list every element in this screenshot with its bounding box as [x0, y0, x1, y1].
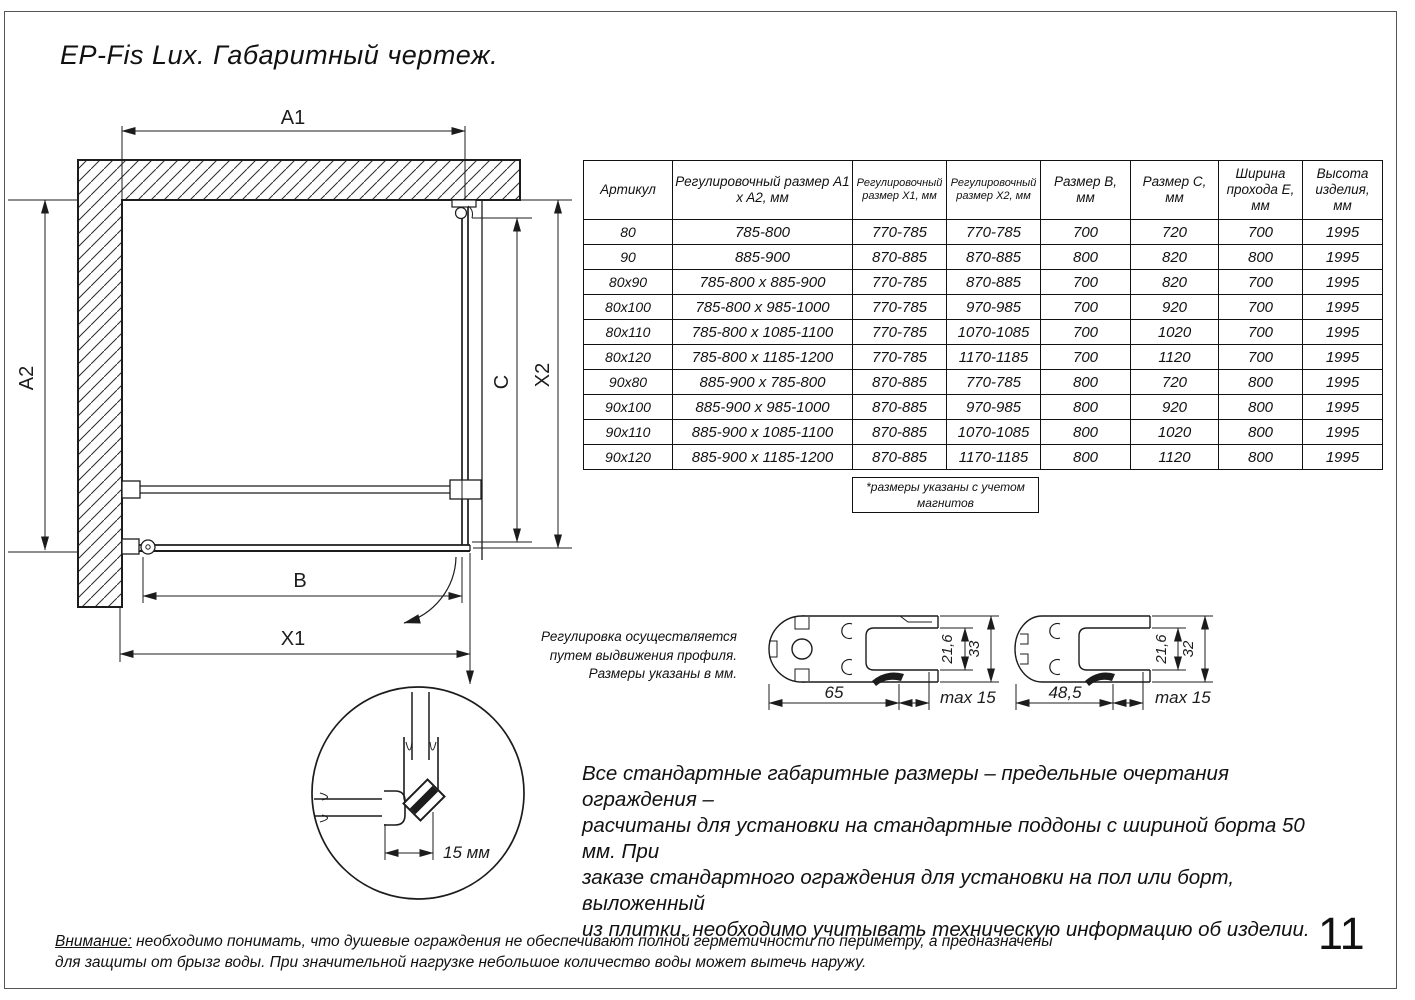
- table-cell: 1170-1185: [947, 345, 1041, 370]
- table-cell: 700: [1219, 270, 1303, 295]
- table-cell: 785-800 x 1185-1200: [673, 345, 853, 370]
- table-cell: 870-885: [853, 370, 947, 395]
- door-swing-arc: [404, 557, 456, 623]
- info-paragraph: [582, 761, 1327, 943]
- table-header-cell: Регулировочный размер X1, мм: [853, 161, 947, 220]
- warning-line-1: [55, 931, 1085, 952]
- warning-line-2: для защиты от брызг воды. При значительной нагрузке небольшое количество воды может вытечь наружу.: [55, 954, 867, 971]
- table-cell: 820: [1131, 245, 1219, 270]
- table-cell: 770-785: [853, 220, 947, 245]
- table-cell: 885-900 x 985-1000: [673, 395, 853, 420]
- dim-label-p1-height: 33: [966, 640, 983, 658]
- table-cell: 870-885: [947, 245, 1041, 270]
- adjustment-note-line: Размеры указаны в мм.: [588, 666, 737, 682]
- table-cell: 770-785: [853, 295, 947, 320]
- table-cell: 1995: [1303, 270, 1383, 295]
- table-row: [584, 445, 1383, 470]
- dim-b: [143, 557, 462, 603]
- table-cell: 700: [1041, 345, 1131, 370]
- wall-profile-bottom: [122, 539, 139, 554]
- table-cell: 720: [1131, 220, 1219, 245]
- table-cell: 700: [1041, 295, 1131, 320]
- table-cell: 90x120: [584, 445, 673, 470]
- table-cell: 800: [1041, 245, 1131, 270]
- table-cell: 1995: [1303, 345, 1383, 370]
- dim-label-15mm: 15 мм: [443, 843, 490, 862]
- table-cell: 700: [1041, 270, 1131, 295]
- table-row: [584, 295, 1383, 320]
- table-cell: 870-885: [947, 270, 1041, 295]
- table-header-cell: Ширина прохода E, мм: [1219, 161, 1303, 220]
- table-cell: 90x100: [584, 395, 673, 420]
- table-footnote: *размеры указаны с учетом магнитов: [852, 477, 1039, 513]
- table-cell: 1995: [1303, 370, 1383, 395]
- table-cell: 1995: [1303, 420, 1383, 445]
- table-cell: 920: [1131, 395, 1219, 420]
- table-cell: 800: [1041, 420, 1131, 445]
- table-cell: 1170-1185: [947, 445, 1041, 470]
- warning-text: необходимо понимать, что душевые ограждения не обеспечивают полной герметичности по периметру, а предназначены: [131, 933, 1053, 950]
- table-header-cell: Высота изделия, мм: [1303, 161, 1383, 220]
- adjustment-note: [537, 628, 737, 684]
- table-cell: 1995: [1303, 245, 1383, 270]
- table-header-cell: Размер C, мм: [1131, 161, 1219, 220]
- table-cell: 970-985: [947, 395, 1041, 420]
- dim-label-p2-width: 48,5: [1048, 683, 1082, 702]
- table-cell: 1120: [1131, 345, 1219, 370]
- dim-label-p2-depth: 21,6: [1153, 634, 1170, 664]
- dim-label-x1: X1: [280, 628, 306, 650]
- adjustment-note-line: Регулировка осуществляется: [541, 629, 737, 644]
- table-cell: 90: [584, 245, 673, 270]
- table-header-cell: Размер B, мм: [1041, 161, 1131, 220]
- table-cell: 920: [1131, 295, 1219, 320]
- table-row: [584, 395, 1383, 420]
- dim-label-x2: X2: [532, 362, 554, 388]
- dim-label-p1-depth: 21,6: [939, 634, 956, 664]
- profile-section-1: [769, 616, 999, 710]
- table-cell: 770-785: [947, 370, 1041, 395]
- page-number: 11: [1318, 908, 1365, 959]
- table-cell: 700: [1219, 320, 1303, 345]
- table-cell: 885-900 x 785-800: [673, 370, 853, 395]
- warning-label: Внимание:: [55, 933, 132, 950]
- side-glass-panel: [452, 200, 482, 560]
- front-glass-door: [122, 539, 470, 554]
- table-cell: 885-900: [673, 245, 853, 270]
- table-cell: 80x100: [584, 295, 673, 320]
- table-cell: 820: [1131, 270, 1219, 295]
- table-cell: 785-800 x 985-1000: [673, 295, 853, 320]
- table-header-row: [584, 161, 1383, 220]
- table-cell: 770-785: [853, 320, 947, 345]
- table-cell: 800: [1219, 395, 1303, 420]
- table-header-cell: Регулировочный размер A1 x A2, мм: [673, 161, 853, 220]
- table-cell: 700: [1041, 220, 1131, 245]
- table-cell: 80x90: [584, 270, 673, 295]
- table-cell: 870-885: [853, 245, 947, 270]
- dim-x1: [120, 607, 470, 662]
- dim-label-p2-height: 32: [1180, 640, 1197, 658]
- support-bar: [122, 480, 481, 499]
- table-cell: 785-800: [673, 220, 853, 245]
- table-cell: 90x80: [584, 370, 673, 395]
- dim-x2: [473, 200, 572, 548]
- table-header-cell: Регулировочный размер X2, мм: [947, 161, 1041, 220]
- dim-label-a2: A2: [16, 365, 38, 391]
- table-cell: 800: [1219, 370, 1303, 395]
- table-cell: 800: [1219, 445, 1303, 470]
- dim-label-p1-ext: max 15: [940, 688, 996, 707]
- wall-section: [78, 160, 520, 607]
- profile-section-2: [1015, 616, 1213, 710]
- info-paragraph-line: Все стандартные габаритные размеры – предельные очертания ограждения –: [582, 762, 1229, 811]
- table-header-cell: Артикул: [584, 161, 673, 220]
- table-cell: 90x110: [584, 420, 673, 445]
- plan-view: [8, 107, 572, 684]
- dim-label-p2-ext: max 15: [1155, 688, 1211, 707]
- table-cell: 1995: [1303, 295, 1383, 320]
- table-cell: 885-900 x 1085-1100: [673, 420, 853, 445]
- table-row: [584, 420, 1383, 445]
- table-cell: 80x110: [584, 320, 673, 345]
- table-cell: 1995: [1303, 395, 1383, 420]
- table-cell: 720: [1131, 370, 1219, 395]
- table-cell: 800: [1041, 395, 1131, 420]
- warning-note: [55, 931, 1085, 973]
- table-cell: 870-885: [853, 420, 947, 445]
- table-cell: 1120: [1131, 445, 1219, 470]
- info-paragraph-line: из плитки, необходимо учитывать техническую информацию об изделии.: [582, 918, 1310, 941]
- table-cell: 700: [1041, 320, 1131, 345]
- table-cell: 770-785: [853, 270, 947, 295]
- table-cell: 1995: [1303, 220, 1383, 245]
- table-cell: 700: [1219, 295, 1303, 320]
- table-cell: 970-985: [947, 295, 1041, 320]
- info-paragraph-line: заказе стандартного ограждения для установки на пол или борт, выложенный: [582, 866, 1235, 915]
- table-row: [584, 245, 1383, 270]
- table-cell: 1020: [1131, 320, 1219, 345]
- table-cell: 80x120: [584, 345, 673, 370]
- table-cell: 700: [1219, 220, 1303, 245]
- table-cell: 800: [1219, 420, 1303, 445]
- table-cell: 870-885: [853, 395, 947, 420]
- dim-label-p1-width: 65: [824, 683, 844, 702]
- table-row: [584, 320, 1383, 345]
- table-cell: 785-800 x 1085-1100: [673, 320, 853, 345]
- table-cell: 80: [584, 220, 673, 245]
- table-cell: 800: [1219, 245, 1303, 270]
- table-cell: 1995: [1303, 320, 1383, 345]
- info-paragraph-line: расчитаны для установки на стандартные поддоны с шириной борта 50 мм. При: [582, 814, 1305, 863]
- table-row: [584, 345, 1383, 370]
- dim-a2: [8, 200, 78, 552]
- table-cell: 1070-1085: [947, 320, 1041, 345]
- table-row: [584, 370, 1383, 395]
- table-row: [584, 220, 1383, 245]
- dim-label-b: B: [293, 570, 307, 592]
- table-row: [584, 270, 1383, 295]
- table-cell: 1070-1085: [947, 420, 1041, 445]
- dim-label-c: C: [491, 374, 513, 390]
- size-table: [583, 160, 1383, 470]
- table-cell: 800: [1041, 370, 1131, 395]
- table-cell: 770-785: [947, 220, 1041, 245]
- table-cell: 1995: [1303, 445, 1383, 470]
- table-cell: 1020: [1131, 420, 1219, 445]
- dim-label-a1: A1: [280, 107, 306, 129]
- table-cell: 700: [1219, 345, 1303, 370]
- table-cell: 800: [1041, 445, 1131, 470]
- size-table-body: [584, 220, 1383, 470]
- wall-profile-top: [452, 200, 476, 207]
- corner-detail: [312, 687, 524, 899]
- table-cell: 870-885: [853, 445, 947, 470]
- table-cell: 885-900 x 1185-1200: [673, 445, 853, 470]
- page-title: EP-Fis Lux. Габаритный чертеж.: [60, 40, 499, 70]
- table-cell: 785-800 x 885-900: [673, 270, 853, 295]
- table-cell: 770-785: [853, 345, 947, 370]
- adjustment-note-line: путем выдвижения профиля.: [549, 647, 737, 663]
